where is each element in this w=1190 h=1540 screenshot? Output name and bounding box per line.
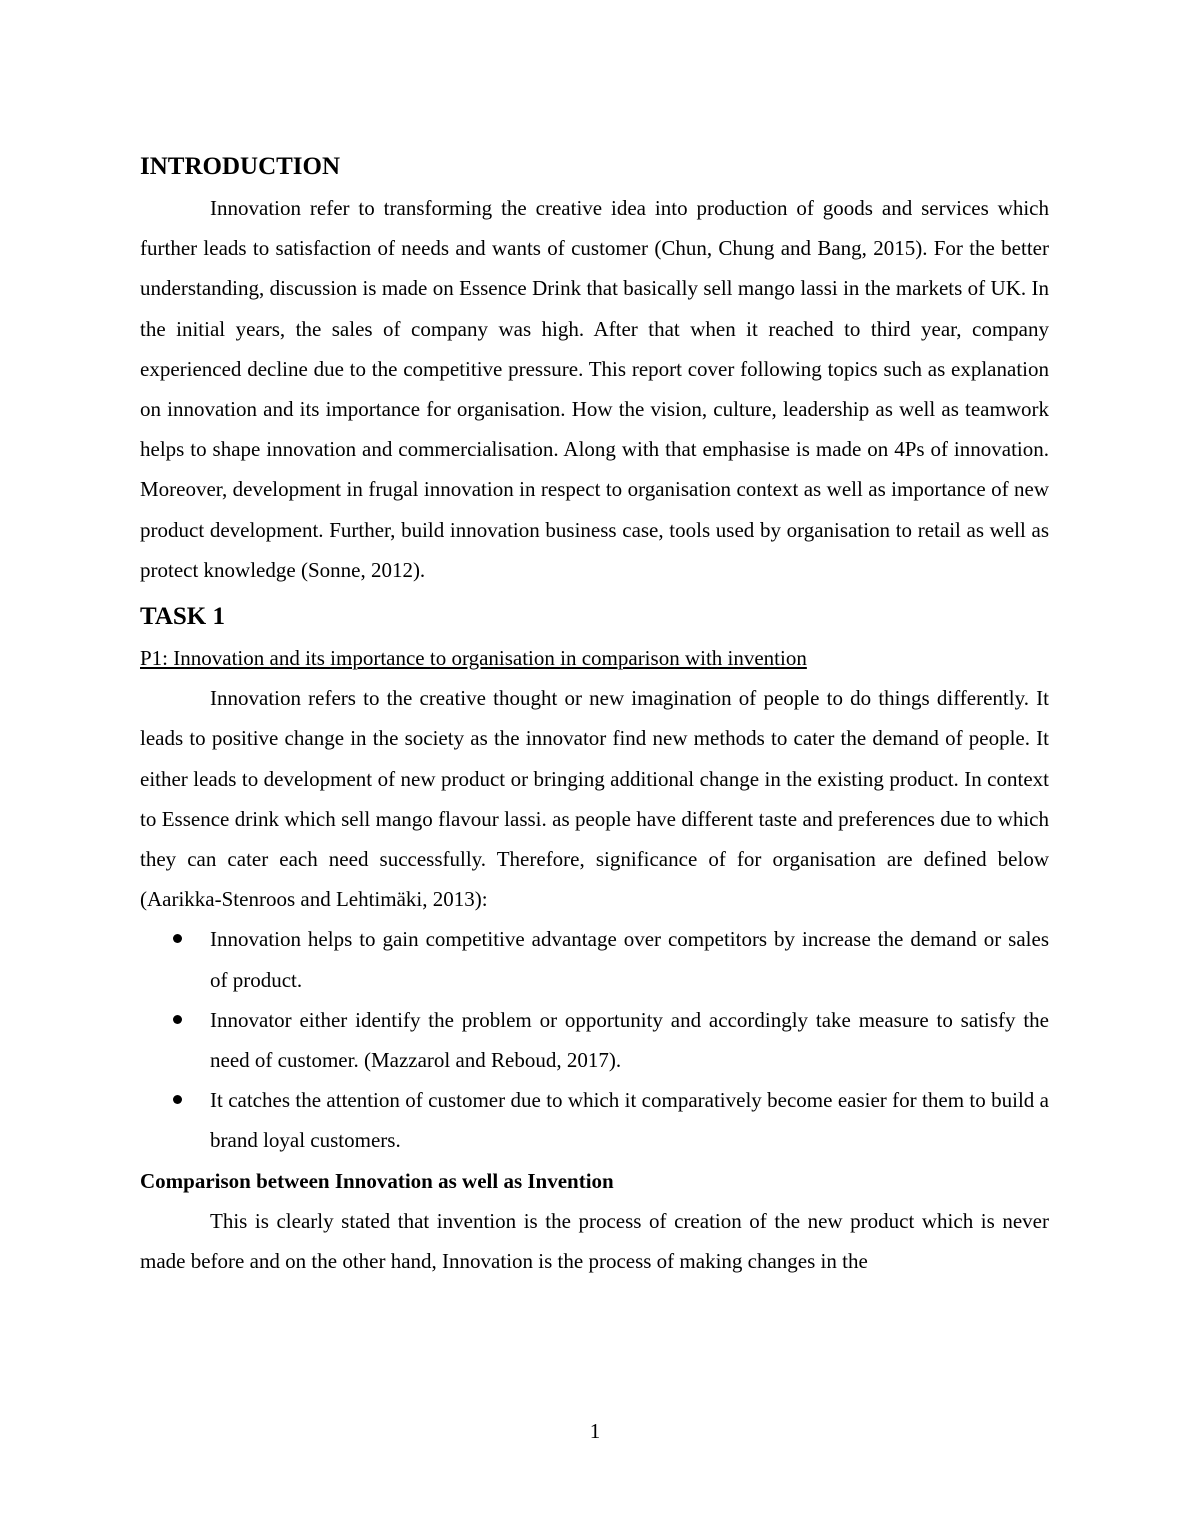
list-item-text: It catches the attention of customer due to which it comparatively become easier for them to build a brand loyal customers.	[210, 1088, 1049, 1153]
task1-paragraph: Innovation refers to the creative thought or new imagination of people to do things differently. It leads to positive change in the society as the innovator find new methods to cater the demand of people. It either leads to development of new product or bringing additional change in the existing product. In context to Essence drink which sell mango flavour lassi. as people have different taste and preferences due to which they can cater each need successfully. Therefore, significance of for organisation are defined below (Aarikka-Stenroos and Lehtimäki, 2013):	[140, 686, 1049, 912]
page-number: 1	[589, 1419, 601, 1443]
introduction-paragraph: Innovation refer to transforming the creative idea into production of goods and services which further leads to satisfaction of needs and wants of customer (Chun, Chung and Bang, 2015). For the better understanding, discussion is made on Essence Drink that basically sell mango lassi in the markets of UK. In the initial years, the sales of company was high. After that when it reached to third year, company experienced decline due to the competitive pressure. This report cover following topics such as explanation on innovation and its importance for organisation. How the vision, culture, leadership as well as teamwork helps to shape innovation and commercialisation. Along with that emphasise is made on 4Ps of innovation. Moreover, development in frugal innovation in respect to organisation context as well as importance of new product development. Further, build innovation business case, tools used by organisation to retail as well as protect knowledge (Sonne, 2012).	[140, 196, 1049, 582]
task1-heading: TASK 1	[140, 603, 225, 631]
section-spacer	[140, 590, 1049, 600]
list-item	[140, 1000, 1049, 1080]
list-item	[140, 919, 1049, 999]
importance-bullet-list	[140, 919, 1049, 1160]
bullet-icon	[173, 1095, 182, 1104]
list-item-text: Innovator either identify the problem or opportunity and accordingly take measure to satisfy the need of customer. (Mazzarol and Reboud, 2017).	[210, 1007, 1049, 1073]
comparison-paragraph: This is clearly stated that invention is the process of creation of the new product which is never made before and on the other hand, Innovation is the process of making changes in the	[140, 1208, 1049, 1274]
document-page	[140, 150, 1049, 1281]
bullet-icon	[173, 934, 182, 943]
list-item-text: Innovation helps to gain competitive advantage over competitors by increase the demand or sales of product.	[210, 927, 1049, 992]
introduction-heading: INTRODUCTION	[140, 153, 341, 180]
list-item	[140, 1080, 1049, 1160]
bullet-icon	[173, 1015, 182, 1024]
comparison-heading: Comparison between Innovation as well as Invention	[140, 1168, 614, 1193]
p1-subheading: P1: Innovation and its importance to organisation in comparison with invention	[140, 646, 807, 671]
